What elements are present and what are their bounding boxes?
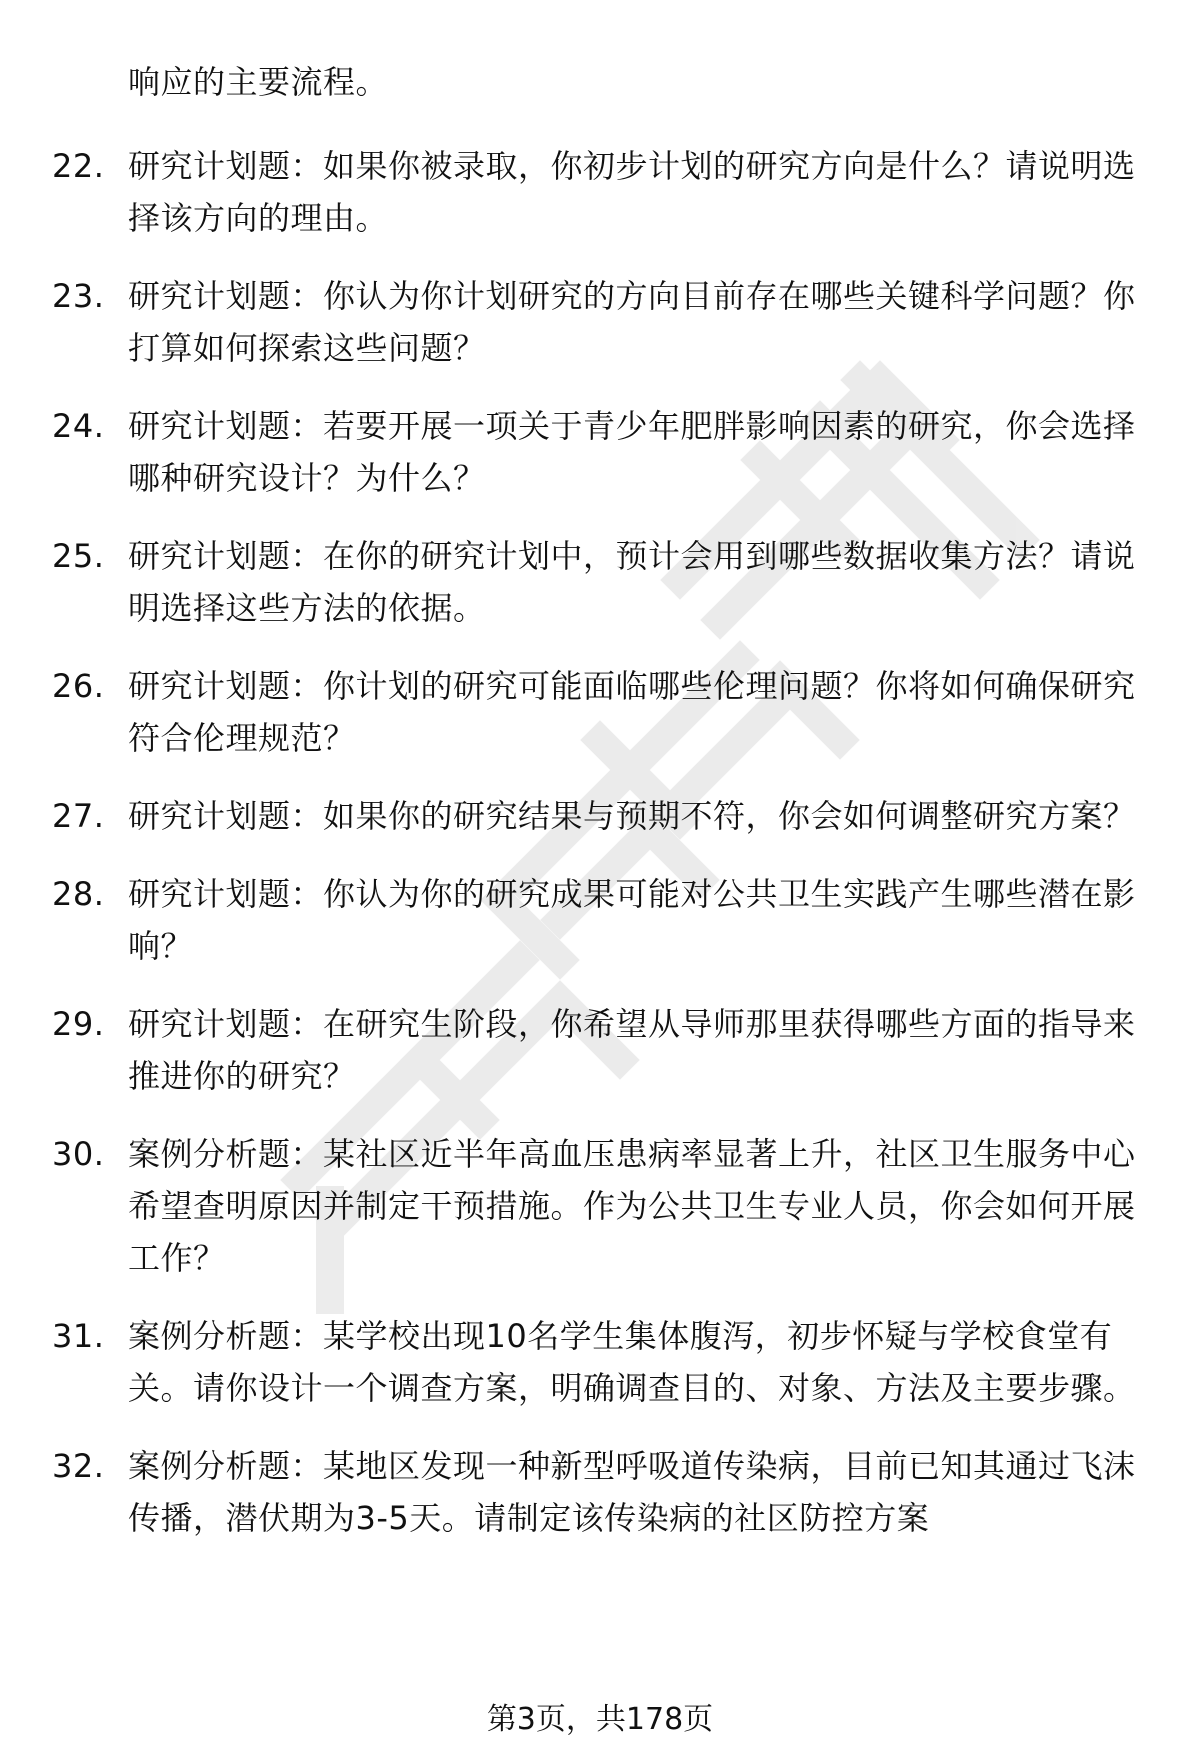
question-text: 研究计划题：如果你的研究结果与预期不符，你会如何调整研究方案？ [128, 797, 1136, 835]
question-number: 26. [52, 667, 105, 705]
question-text: 研究计划题：在你的研究计划中，预计会用到哪些数据收集方法？请说明选择这些方法的依据。 [128, 537, 1136, 627]
question-item [52, 660, 1152, 764]
question-item [52, 1310, 1152, 1414]
question-number: 22. [52, 147, 105, 185]
continuation-text: 响应的主要流程。 [128, 63, 389, 101]
question-item [52, 998, 1152, 1102]
question-text: 研究计划题：你认为你的研究成果可能对公共卫生实践产生哪些潜在影响？ [128, 875, 1136, 965]
question-number: 24. [52, 407, 105, 445]
question-text: 研究计划题：在研究生阶段，你希望从导师那里获得哪些方面的指导来推进你的研究？ [128, 1005, 1136, 1095]
question-number: 27. [52, 797, 105, 835]
question-item [52, 790, 1152, 842]
question-item [52, 530, 1152, 634]
question-text: 案例分析题：某地区发现一种新型呼吸道传染病，目前已知其通过飞沫传播，潜伏期为3-5天。请制定该传染病的社区防控方案 [128, 1447, 1136, 1537]
question-text: 研究计划题：如果你被录取，你初步计划的研究方向是什么？请说明选择该方向的理由。 [128, 147, 1136, 237]
question-item [52, 868, 1152, 972]
question-text: 案例分析题：某学校出现10名学生集体腹泻，初步怀疑与学校食堂有关。请你设计一个调查方案，明确调查目的、对象、方法及主要步骤。 [128, 1317, 1136, 1407]
question-number: 23. [52, 277, 105, 315]
question-text: 研究计划题：你计划的研究可能面临哪些伦理问题？你将如何确保研究符合伦理规范？ [128, 667, 1136, 757]
question-item [52, 400, 1152, 504]
question-text: 案例分析题：某社区近半年高血压患病率显著上升，社区卫生服务中心希望查明原因并制定干预措施。作为公共卫生专业人员，你会如何开展工作？ [128, 1135, 1136, 1277]
question-text: 研究计划题：你认为你计划研究的方向目前存在哪些关键科学问题？你打算如何探索这些问题？ [128, 277, 1136, 367]
question-number: 28. [52, 875, 105, 913]
question-text: 研究计划题：若要开展一项关于青少年肥胖影响因素的研究，你会选择哪种研究设计？为什么？ [128, 407, 1136, 497]
page-footer: 第3页，共178页 [486, 1702, 714, 1737]
question-number: 29. [52, 1005, 105, 1043]
question-item [52, 270, 1152, 374]
question-number: 31. [52, 1317, 105, 1355]
question-item [52, 1440, 1152, 1544]
question-number: 30. [52, 1135, 105, 1173]
question-number: 32. [52, 1447, 105, 1485]
question-list [52, 140, 1152, 1570]
question-number: 25. [52, 537, 105, 575]
question-item [52, 1128, 1152, 1284]
question-item [52, 140, 1152, 244]
